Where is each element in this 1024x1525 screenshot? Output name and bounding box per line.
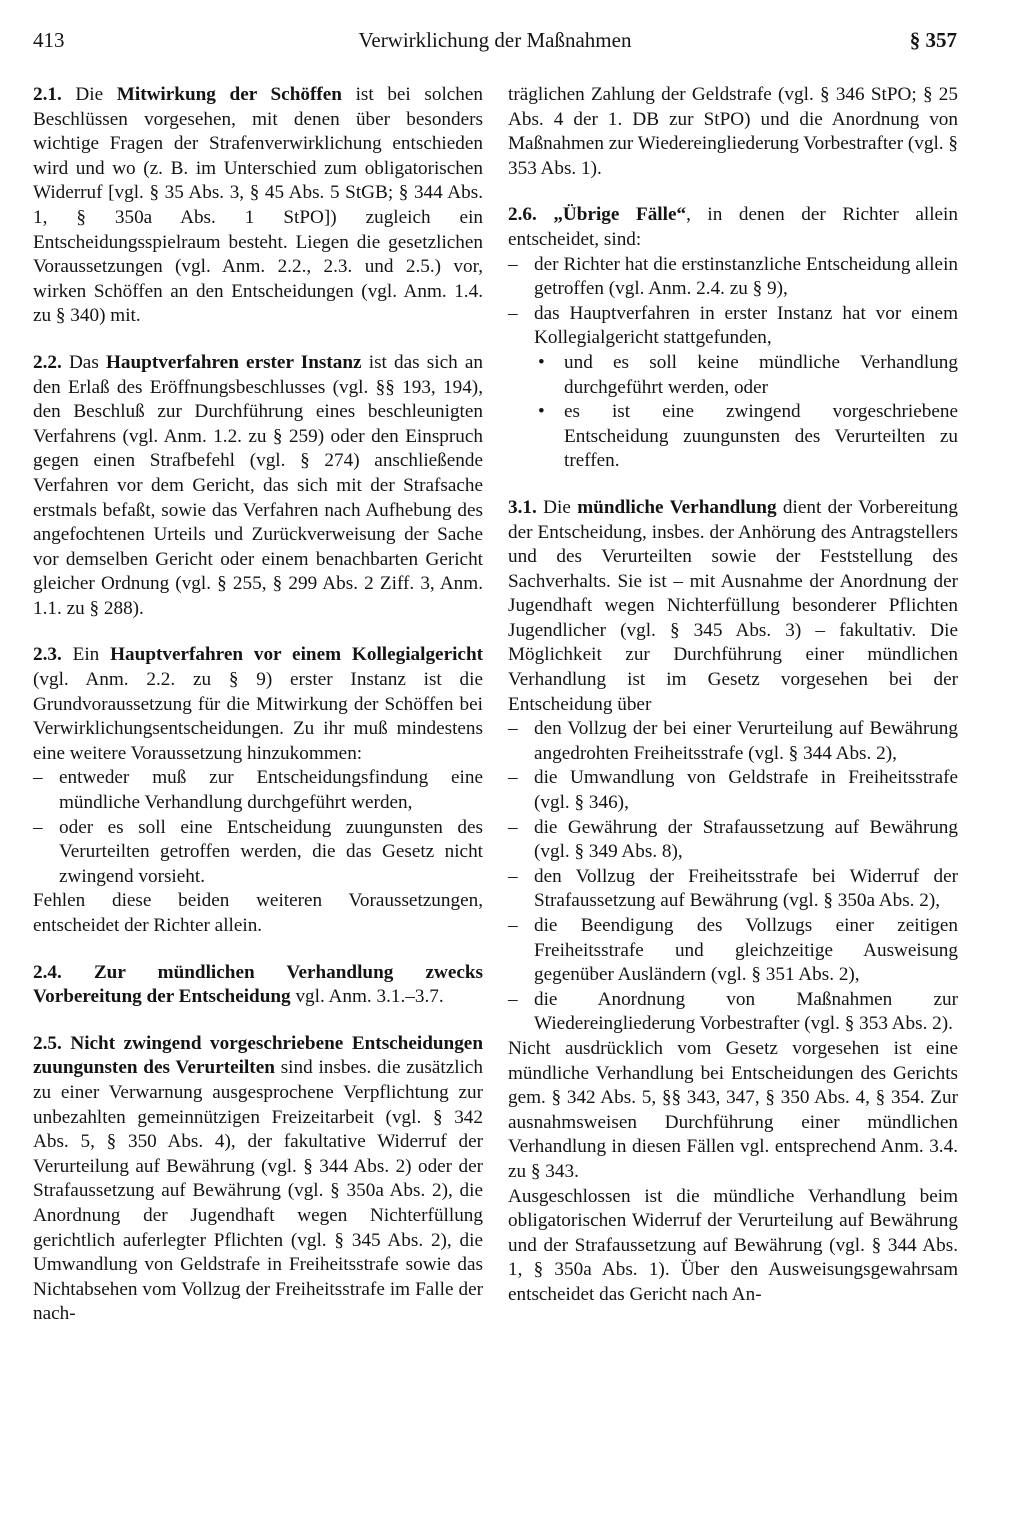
- note-2-3: [33, 643, 483, 766]
- list-item: – entweder muß zur Entscheidungsfindung eine mündliche Verhandlung durchgeführt werden,: [59, 766, 483, 815]
- right-column: [508, 83, 958, 1308]
- list-item-text: das Hauptverfahren in erster Instanz hat vor einem Kollegialgericht stattgefunden,: [534, 302, 958, 349]
- list-item: – der Richter hat die erstinstanzliche Entscheidung allein getroffen (vgl. Anm. 2.4. zu § 9),: [534, 253, 958, 302]
- note-2-5-continuation: träglichen Zahlung der Geldstrafe (vgl. § 346 StPO; § 25 Abs. 4 der 1. DB zur StPO) und die Anordnung von Maßnahmen zur Wiedereingliederung Vorbestrafter (vgl. § 353 Abs. 1).: [508, 84, 958, 179]
- left-column: [33, 83, 483, 1327]
- list-item: – die Beendigung des Vollzugs einer zeitigen Freiheitsstrafe und gleichzeitige Ausweisung gegenüber Ausländern (vgl. § 351 Abs. 2),: [534, 914, 958, 988]
- bullet-item: • es ist eine zwingend vorgeschriebene Entscheidung zuungunsten des Verurteilten zu treffen.: [564, 400, 958, 474]
- note-2-3-list: [33, 766, 483, 889]
- note-keyword: Hauptverfahren vor einem Kollegialgericht: [110, 644, 483, 666]
- note-number: 2.1.: [33, 84, 62, 105]
- section-marker: § 357: [909, 28, 957, 52]
- note-2-4: [33, 961, 483, 1010]
- list-item: – die Umwandlung von Geldstrafe in Freiheitsstrafe (vgl. § 346),: [534, 766, 958, 815]
- note-text: Das: [61, 351, 106, 373]
- list-item: – die Gewährung der Strafaussetzung auf Bewährung (vgl. § 349 Abs. 8),: [534, 816, 958, 865]
- note-3-1: [508, 496, 958, 717]
- note-number: 2.2.: [33, 351, 62, 373]
- note-text: Die: [61, 84, 117, 105]
- bullet-item: • und es soll keine mündliche Verhandlung durchgeführt werden, oder: [564, 351, 958, 400]
- page-number: 413: [33, 28, 65, 52]
- note-2-3-conclusion: Fehlen diese beiden weiteren Voraussetzungen, entscheidet der Richter allein.: [33, 890, 483, 936]
- note-text: ist das sich an den Erlaß des Eröffnungsbeschlusses (vgl. §§ 193, 194), den Beschluß zur Durchführung eines beschleunigten Verfahrens (vgl. Anm. 1.2. zu § 259) oder den Einspruch gegen einen Strafbefehl (vgl. § 274) anschließende Verfahren vor dem Gericht, das sich mit der Strafsache erstmals befaßt, sowie das Verfahren nach Aufhebung des angefochtenen Urteils und Zurückverweisung der Sache vor demselben Gericht oder einem benachbarten Gericht gleicher Ordnung (vgl. § 255, § 299 Abs. 2 Ziff. 3, Anm. 1.1. zu § 288).: [33, 351, 483, 619]
- note-2-2: [33, 351, 483, 622]
- running-title: Verwirklichung der Maßnahmen: [358, 28, 632, 52]
- note-text: dient der Vorbereitung der Entscheidung, insbes. der Anhörung des Antragstellers und des Verurteilten sowie der Feststellung des Sachverhalts. Sie ist – mit Ausnahme der Anordnung der Jugendhaft wegen Nichterfüllung besonderer Pflichten Jugendlicher (vgl. § 345 Abs. 3) – fakultativ. Die Möglichkeit zur Durchführung einer mündlichen Verhandlung ist im Gesetz vorgesehen bei der Entscheidung über: [508, 496, 958, 715]
- note-text: sind insbes. die zusätzlich zu einer Verwarnung ausgesprochene Verpflichtung zur unbezahlten gemeinnützigen Freizeitarbeit (vgl. § 342 Abs. 5, § 350 Abs. 4), der fakultative Widerruf der Verurteilung auf Bewährung (vgl. § 344 Abs. 2) oder der Strafaussetzung auf Bewährung (vgl. § 350a Abs. 2), die Anordnung der Jugendhaft wegen Nichterfüllung gerichtlich auferlegter Pflichten (vgl. § 345 Abs. 2), die Umwandlung von Geldstrafe in Freiheitsstrafe sowie das Nichtabsehen vom Vollzug der Freiheitsstrafe im Falle der nach-: [33, 1057, 484, 1325]
- note-keyword: Mitwirkung der Schöffen: [116, 84, 342, 105]
- list-item: [534, 302, 958, 474]
- note-keyword: Zur mündlichen Verhandlung zwecks Vorbereitung der Entscheidung: [33, 961, 483, 1008]
- note-number: 2.5.: [33, 1032, 62, 1054]
- note-2-6-list: [508, 253, 958, 474]
- note-text: Ein: [61, 644, 111, 666]
- note-text: Die: [536, 496, 578, 518]
- page-header: [33, 28, 957, 68]
- note-3-1-paragraph: Ausgeschlossen ist die mündliche Verhandlung beim obligatorischen Widerruf der Verurteilung auf Bewährung und der Strafaussetzung auf Bewährung (vgl. § 344 Abs. 1, § 350a Abs. 1). Über den Ausweisungsgewahrsam entscheidet das Gericht nach An-: [508, 1185, 958, 1305]
- note-3-1-list: [508, 717, 958, 1037]
- note-2-6: [508, 203, 958, 252]
- note-keyword: mündliche Verhandlung: [577, 496, 777, 518]
- list-item: – die Anordnung von Maßnahmen zur Wiedereingliederung Vorbestrafter (vgl. § 353 Abs. 2).: [534, 988, 958, 1037]
- note-keyword: „Übrige Fälle“: [536, 204, 687, 226]
- list-item: – oder es soll eine Entscheidung zuungunsten des Verurteilten getroffen werden, die das Gesetz nicht zwingend vorsieht.: [59, 816, 483, 890]
- note-number: 2.4.: [33, 961, 62, 983]
- note-number: 3.1.: [508, 496, 537, 518]
- list-item: – den Vollzug der bei einer Verurteilung auf Bewährung angedrohten Freiheitsstrafe (vgl. § 344 Abs. 2),: [534, 717, 958, 766]
- note-3-1-paragraph: Nicht ausdrücklich vom Gesetz vorgesehen ist eine mündliche Verhandlung bei Entscheidungen des Gerichts gem. § 342 Abs. 5, §§ 343, 347, § 350 Abs. 4, § 354. Zur ausnahmsweisen Durchführung einer mündlichen Verhandlung in diesen Fällen vgl. entsprechend Anm. 3.4. zu § 343.: [508, 1037, 958, 1182]
- note-number: 2.3.: [33, 644, 62, 666]
- note-number: 2.6.: [508, 204, 537, 226]
- note-2-1: [33, 83, 483, 329]
- note-text: vgl. Anm. 3.1.–3.7.: [290, 986, 444, 1008]
- note-2-6-sublist: [534, 351, 958, 474]
- note-keyword: Hauptverfahren erster Instanz: [105, 351, 362, 373]
- note-2-5: [33, 1032, 483, 1327]
- note-text: , in denen der Richter allein entscheidet, sind:: [508, 204, 958, 250]
- note-keyword: Nicht zwingend vorgeschriebene Entscheidungen zuungunsten des Verurteilten: [33, 1032, 483, 1079]
- list-item: – den Vollzug der Freiheitsstrafe bei Widerruf der Strafaussetzung auf Bewährung (vgl. § 350a Abs. 2),: [534, 865, 958, 914]
- note-text: (vgl. Anm. 2.2. zu § 9) erster Instanz ist die Grundvoraussetzung für die Mitwirkung der Schöffen bei Verwirklichungsentscheidungen. Zu ihr muß mindestens eine weitere Voraussetzung hinzukommen:: [33, 669, 483, 764]
- note-text: ist bei solchen Beschlüssen vorgesehen, mit denen über besonders wichtige Fragen der Strafenverwirklichung entschieden wird und wo (z. B. im Unterschied zum obligatorischen Widerruf [vgl. § 35 Abs. 3, § 45 Abs. 5 StGB; § 344 Abs. 1, § 350a Abs. 1 StPO]) zugleich ein Entscheidungsspielraum besteht. Liegen die gesetzlichen Voraussetzungen (vgl. Anm. 2.2., 2.3. und 2.5.) vor, wirken Schöffen an den Entscheidungen (vgl. Anm. 1.4. zu § 340) mit.: [33, 84, 484, 327]
